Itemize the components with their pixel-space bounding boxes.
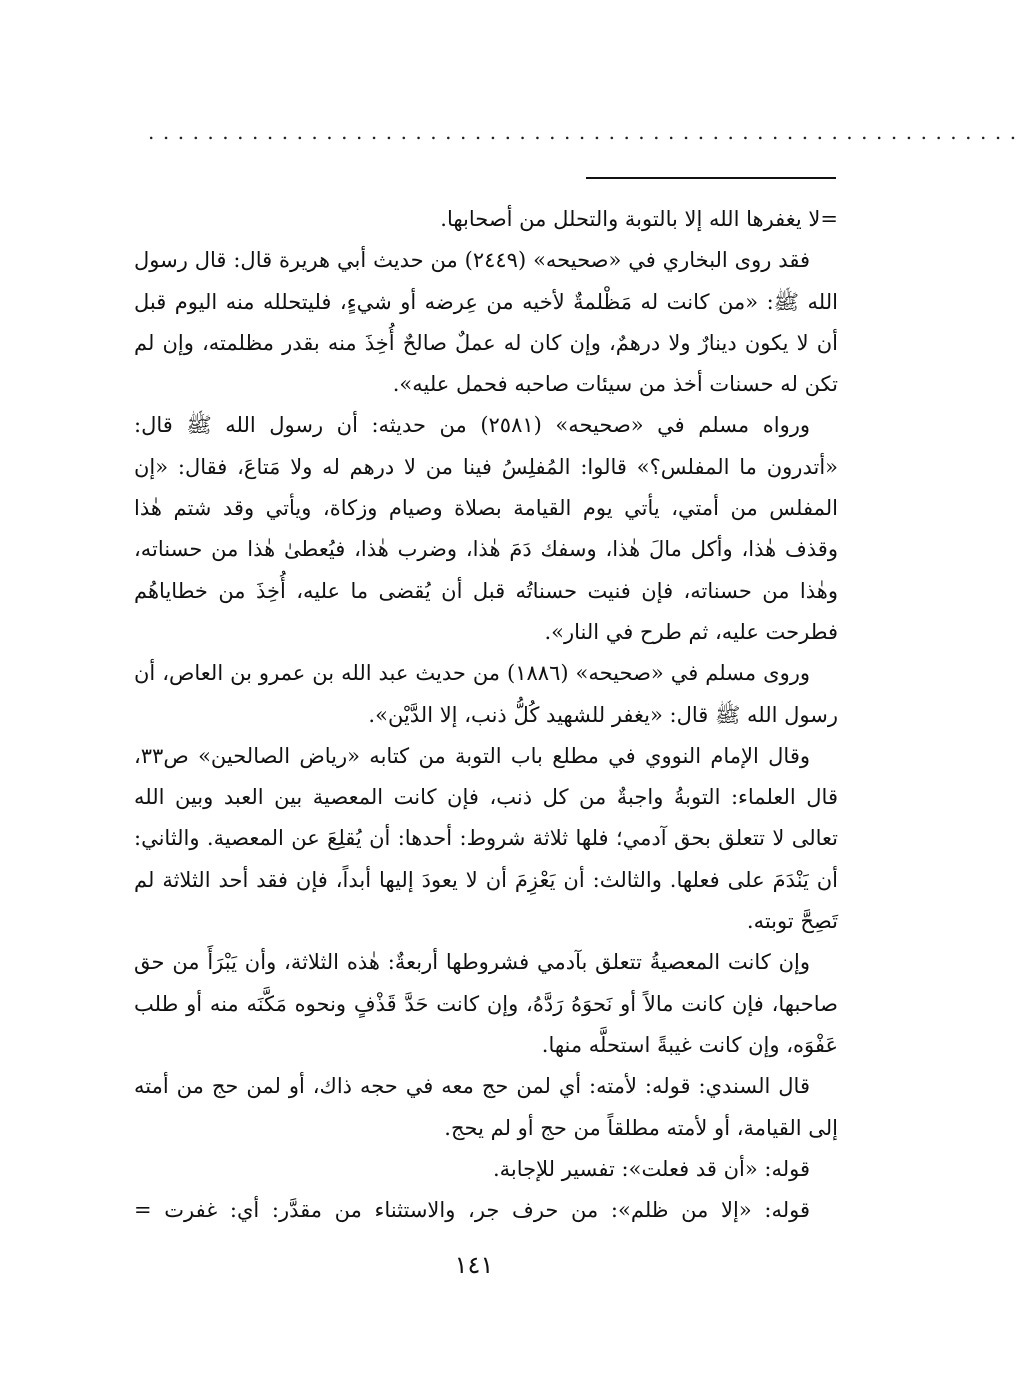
paragraph-answer-explanation: قوله: «أن قد فعلت»: تفسير للإجابة. xyxy=(492,1156,810,1181)
paragraph-muslim-muflis-hadith: ورواه مسلم في «صحيحه» (٢٥٨١) من حديثه: أن رسول الله ﷺ قال: «أتدرون ما المفلس؟» قالوا: المُفلِسُ فينا من لا درهم له ولا مَتاعَ، فقال: «إن المفلس من أمتي، يأتي يوم القيامة بصلاة وصيام وزكاة، ويأتي وقد شتم هٰذا وقذف هٰذا، وأكل مالَ هٰذا، وسفك دَمَ هٰذا، وضرب هٰذا، فيُعطىٰ هٰذا من حسناته، وهٰذا من حسناته، فإن فنيت حسناتُه قبل أن يُقضى ما عليه، أُخِذَ من خطاياهُم فطرحت عليه، ثم طرح في النار». xyxy=(134,413,838,644)
paragraph-continuation: =لا يغفرها الله إلا بالتوبة والتحلل من أصحابها. xyxy=(440,207,838,231)
separator-dots: ........................................................... xyxy=(148,120,1025,144)
paragraph-human-rights-conditions: وإن كانت المعصيةُ تتعلق بآدمي فشروطها أربعةٌ: هٰذه الثلاثة، وأن يَبْرَأَ من حق صاحبها، فإن كانت مالاً أو نَحوَهُ رَدَّهُ، وإن كانت حَدَّ قَذْفٍ ونحوه مَكَّنَه منه أو طلب عَفْوَه، وإن كانت غيبةً استحلَّه منها. xyxy=(134,950,838,1057)
paragraph-muslim-martyr-hadith: وروى مسلم في «صحيحه» (١٨٨٦) من حديث عبد الله بن عمرو بن العاص، أن رسول الله ﷺ قال: «يغفر للشهيد كُلُّ ذنب، إلا الدَّيْن». xyxy=(134,661,838,727)
footnote-divider xyxy=(586,177,836,179)
paragraph-bukhari-hadith: فقد روى البخاري في «صحيحه» (٢٤٤٩) من حديث أبي هريرة قال: قال رسول الله ﷺ: «من كانت له مَظْلمةٌ لأخيه من عِرضه أو شيءٍ، فليتحلله منه اليوم قبل أن لا يكون دينارٌ ولا درهمٌ، وإن كان له عملٌ صالحٌ أُخِذَ منه بقدر مظلمته، وإن لم تكن له حسنات أخذ من سيئات صاحبه فحمل عليه». xyxy=(134,248,838,397)
page-number: ١٤١ xyxy=(454,1251,494,1279)
paragraph-nawawi-conditions: وقال الإمام النووي في مطلع باب التوبة من كتابه «رياض الصالحين» ص٣٣، قال العلماء: التوبةُ واجبةٌ من كل ذنب، فإن كانت المعصية بين العبد وبين الله تعالى لا تتعلق بحق آدمي؛ فلها ثلاثة شروط: أحدها: أن يُقلِعَ عن المعصية. والثاني: أن يَنْدَمَ على فعلها. والثالث: أن يَعْزِمَ أن لا يعودَ إليها أبداً، فإن فقد أحد الثلاثة لم تَصِحَّ توبته. xyxy=(134,743,838,934)
paragraph-exception-explanation: قوله: «إلا من ظلم»: من حرف جر، والاستثناء من مقدَّر: أي: غفرت = xyxy=(134,1198,810,1223)
footnote-text-block xyxy=(134,199,838,1231)
paragraph-sindi-commentary: قال السندي: قوله: لأمته: أي لمن حج معه في حجه ذاك، أو لمن حج من أمته إلى القيامة، أو لأمته مطلقاً من حج أو لم يحج. xyxy=(134,1074,838,1140)
